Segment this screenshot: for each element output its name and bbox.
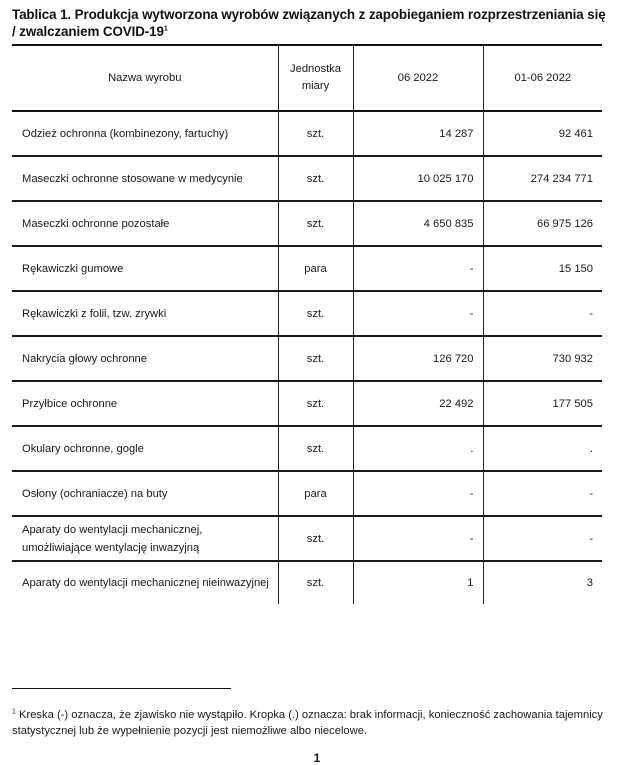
value-ytd: 15 150 bbox=[483, 246, 602, 291]
unit: szt. bbox=[278, 516, 353, 561]
value-month: . bbox=[353, 426, 483, 471]
value-ytd: - bbox=[483, 471, 602, 516]
unit: szt. bbox=[278, 291, 353, 336]
product-name: Przyłbice ochronne bbox=[12, 381, 278, 426]
table-header-row bbox=[12, 45, 602, 111]
product-name: Maseczki ochronne stosowane w medycynie bbox=[12, 156, 278, 201]
value-ytd: . bbox=[483, 426, 602, 471]
product-name: Aparaty do wentylacji mechanicznej, umożliwiające wentylację inwazyjną bbox=[12, 516, 278, 561]
table-row bbox=[12, 516, 602, 561]
unit: szt. bbox=[278, 381, 353, 426]
unit: szt. bbox=[278, 561, 353, 604]
value-month: 10 025 170 bbox=[353, 156, 483, 201]
product-name: Odzież ochronna (kombinezony, fartuchy) bbox=[12, 111, 278, 156]
title-footnote-ref: 1 bbox=[163, 25, 168, 33]
value-ytd: 92 461 bbox=[483, 111, 602, 156]
value-month: 4 650 835 bbox=[353, 201, 483, 246]
unit: szt. bbox=[278, 336, 353, 381]
value-month: - bbox=[353, 516, 483, 561]
header-product-name: Nazwa wyrobu bbox=[12, 45, 278, 111]
value-month: - bbox=[353, 291, 483, 336]
table-row bbox=[12, 471, 602, 516]
value-ytd: - bbox=[483, 291, 602, 336]
table-row bbox=[12, 291, 602, 336]
page-number: 1 bbox=[313, 751, 321, 765]
value-ytd: 730 932 bbox=[483, 336, 602, 381]
value-ytd: - bbox=[483, 516, 602, 561]
value-month: 126 720 bbox=[353, 336, 483, 381]
value-ytd: 66 975 126 bbox=[483, 201, 602, 246]
value-ytd: 274 234 771 bbox=[483, 156, 602, 201]
product-name: Rękawiczki z folii, tzw. zrywki bbox=[12, 291, 278, 336]
footnote bbox=[12, 707, 610, 739]
value-month: 1 bbox=[353, 561, 483, 604]
title-text: Tablica 1. Produkcja wytworzona wyrobów związanych z zapobieganiem rozprzestrzeniania się / zwalczaniem COVID-19 bbox=[12, 7, 606, 39]
footnote-divider bbox=[12, 688, 231, 689]
unit: para bbox=[278, 246, 353, 291]
unit: szt. bbox=[278, 156, 353, 201]
product-name: Rękawiczki gumowe bbox=[12, 246, 278, 291]
value-ytd: 177 505 bbox=[483, 381, 602, 426]
value-ytd: 3 bbox=[483, 561, 602, 604]
table-row bbox=[12, 336, 602, 381]
unit: szt. bbox=[278, 426, 353, 471]
product-name: Osłony (ochraniacze) na buty bbox=[12, 471, 278, 516]
table-title bbox=[12, 6, 612, 40]
table-row bbox=[12, 156, 602, 201]
unit: para bbox=[278, 471, 353, 516]
footnote-text: Kreska (-) oznacza, że zjawisko nie wystąpiło. Kropka (.) oznacza: brak informacji, konieczność zachowania tajemnicy statystycznej lub że wypełnienie pozycji jest niemożliwe albo niecelowe. bbox=[12, 709, 603, 737]
table-row bbox=[12, 561, 602, 604]
table-row bbox=[12, 426, 602, 471]
product-name: Nakrycia głowy ochronne bbox=[12, 336, 278, 381]
value-month: 22 492 bbox=[353, 381, 483, 426]
table-row bbox=[12, 201, 602, 246]
header-ytd: 01-06 2022 bbox=[483, 45, 602, 111]
unit: szt. bbox=[278, 201, 353, 246]
header-month: 06 2022 bbox=[353, 45, 483, 111]
production-table bbox=[12, 44, 602, 604]
value-month: - bbox=[353, 246, 483, 291]
footnote-marker: 1 bbox=[12, 708, 16, 716]
product-name: Okulary ochronne, gogle bbox=[12, 426, 278, 471]
unit: szt. bbox=[278, 111, 353, 156]
value-month: - bbox=[353, 471, 483, 516]
header-unit: Jednostka miary bbox=[278, 45, 353, 111]
table-row bbox=[12, 246, 602, 291]
table-row bbox=[12, 381, 602, 426]
product-name: Maseczki ochronne pozostałe bbox=[12, 201, 278, 246]
product-name: Aparaty do wentylacji mechanicznej nieinwazyjnej bbox=[22, 577, 269, 589]
value-month: 14 287 bbox=[353, 111, 483, 156]
table-row bbox=[12, 111, 602, 156]
